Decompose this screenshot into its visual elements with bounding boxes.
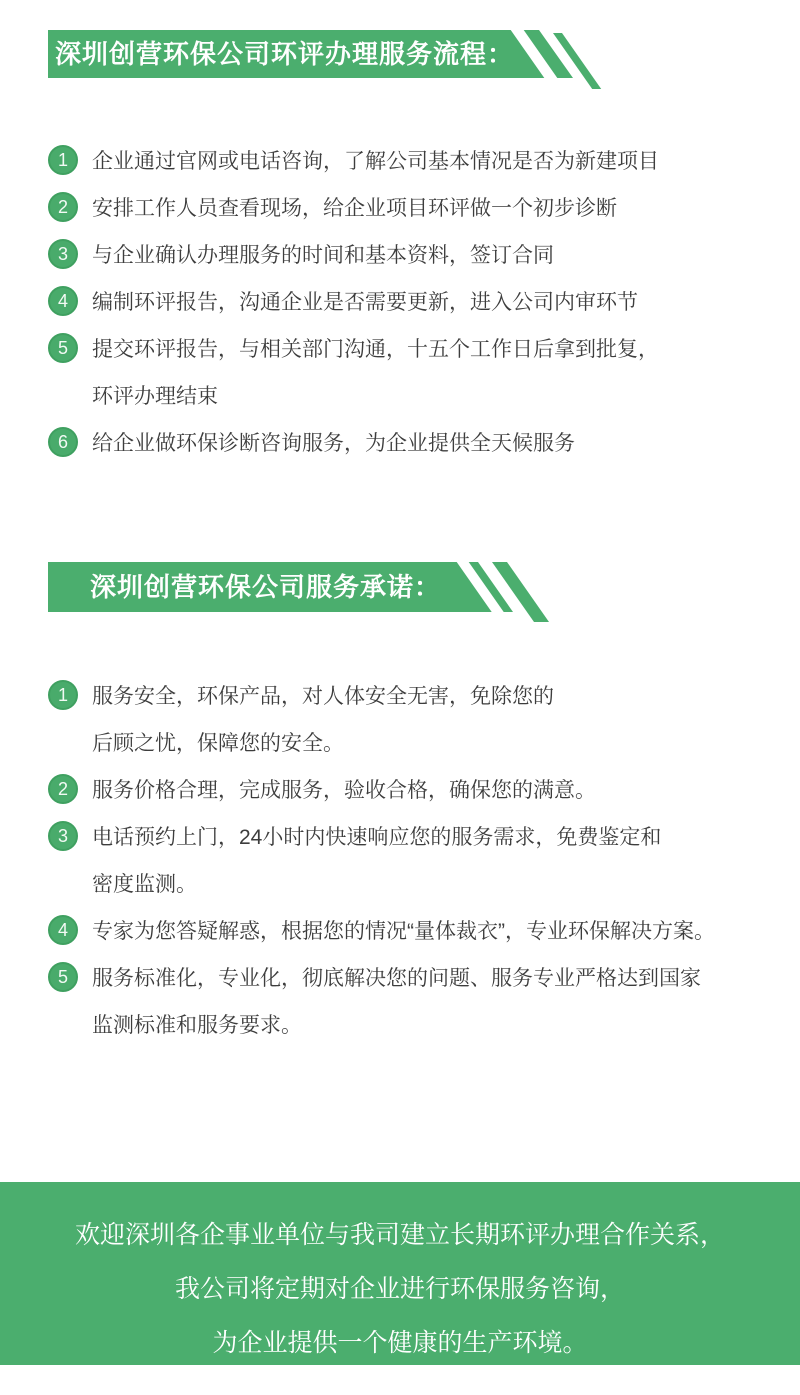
step-number-badge: 5 xyxy=(48,962,78,992)
step-text: 给企业做环保诊断咨询服务，为企业提供全天候服务 xyxy=(92,431,575,455)
step-number-badge: 6 xyxy=(48,427,78,457)
step-text: 后顾之忧，保障您的安全。 xyxy=(92,731,344,755)
step-text: 电话预约上门，24小时内快速响应您的服务需求，免费鉴定和 xyxy=(92,825,662,849)
step-number-badge: 1 xyxy=(48,680,78,710)
step-text: 服务安全，环保产品，对人体安全无害，免除您的 xyxy=(92,684,554,708)
promise-section-title: 深圳创营环保公司服务承诺： xyxy=(90,572,442,602)
step-number-badge: 4 xyxy=(48,286,78,316)
welcome-footer xyxy=(0,1182,800,1365)
step-text: 服务价格合理，完成服务，验收合格，确保您的满意。 xyxy=(92,778,596,802)
list-item xyxy=(48,277,800,324)
promise-list xyxy=(48,671,800,1047)
list-item xyxy=(48,324,800,371)
process-step-list xyxy=(48,136,800,465)
step-number-badge: 3 xyxy=(48,239,78,269)
list-item xyxy=(48,953,800,1000)
step-text: 安排工作人员查看现场，给企业项目环评做一个初步诊断 xyxy=(92,196,617,220)
list-item xyxy=(48,418,800,465)
list-item xyxy=(48,136,800,183)
list-item-continuation xyxy=(48,1000,800,1047)
step-text: 环评办理结束 xyxy=(92,384,218,408)
list-item xyxy=(48,906,800,953)
step-text: 与企业确认办理服务的时间和基本资料，签订合同 xyxy=(92,243,554,267)
step-text: 专家为您答疑解惑，根据您的情况“量体裁衣”，专业环保解决方案。 xyxy=(92,919,715,943)
list-item xyxy=(48,765,800,812)
footer-line: 我公司将定期对企业进行环保服务咨询， xyxy=(174,1275,625,1303)
step-number-badge: 3 xyxy=(48,821,78,851)
list-item xyxy=(48,671,800,718)
step-number-badge: 2 xyxy=(48,192,78,222)
list-item-continuation xyxy=(48,371,800,418)
banner-diagonal-stripe xyxy=(492,562,549,622)
step-number-badge: 5 xyxy=(48,333,78,363)
step-text: 编制环评报告，沟通企业是否需要更新，进入公司内审环节 xyxy=(92,290,638,314)
list-item xyxy=(48,183,800,230)
step-text: 服务标准化，专业化，彻底解决您的问题、服务专业严格达到国家 xyxy=(92,966,701,990)
footer-line: 为企业提供一个健康的生产环境。 xyxy=(212,1329,588,1357)
footer-line: 欢迎深圳各企事业单位与我司建立长期环评办理合作关系， xyxy=(74,1221,725,1249)
step-text: 密度监测。 xyxy=(92,872,197,896)
step-text: 提交环评报告，与相关部门沟通，十五个工作日后拿到批复， xyxy=(92,337,659,361)
list-item-continuation xyxy=(48,718,800,765)
step-number-badge: 4 xyxy=(48,915,78,945)
promise-banner xyxy=(48,562,800,612)
list-item xyxy=(48,230,800,277)
step-text: 企业通过官网或电话咨询，了解公司基本情况是否为新建项目 xyxy=(92,149,659,173)
step-number-badge: 1 xyxy=(48,145,78,175)
list-item-continuation xyxy=(48,859,800,906)
process-section-title: 深圳创营环保公司环评办理服务流程： xyxy=(55,39,515,69)
list-item xyxy=(48,812,800,859)
step-text: 监测标准和服务要求。 xyxy=(92,1013,302,1037)
step-number-badge: 2 xyxy=(48,774,78,804)
process-banner xyxy=(48,30,800,78)
